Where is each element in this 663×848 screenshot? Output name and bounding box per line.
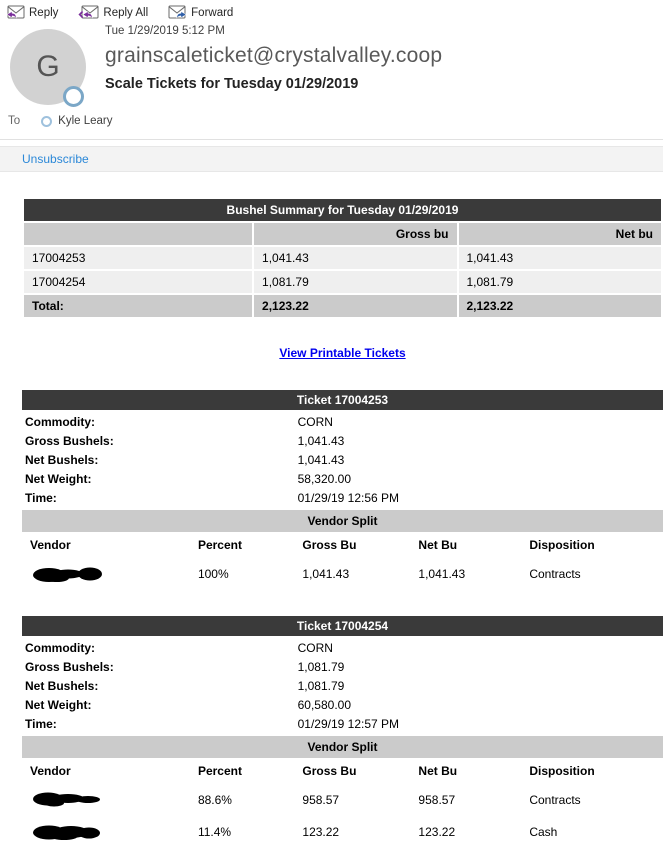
- unsubscribe-bar: [0, 146, 663, 172]
- disposition-cell: Contracts: [529, 566, 581, 581]
- detail-label: Gross Bushels:: [25, 659, 114, 674]
- reply-all-button[interactable]: [78, 5, 148, 21]
- message-header: [0, 24, 663, 105]
- percent-cell: 88.6%: [197, 792, 232, 807]
- sender-avatar[interactable]: [10, 29, 86, 105]
- vendor-split-data-row: [22, 816, 663, 848]
- summary-total-gross: 2,123.22: [253, 294, 457, 318]
- ticket-detail-row: [22, 695, 663, 714]
- ticket-detail-row: [22, 469, 663, 488]
- summary-total-row: [23, 294, 662, 318]
- forward-icon: [168, 5, 187, 21]
- sender-presence-icon: [63, 86, 84, 107]
- forward-button-label: Forward: [191, 7, 234, 19]
- ticket-detail-row: [22, 714, 663, 733]
- vendor-split-title-bar: Vendor Split: [22, 510, 663, 532]
- split-column-header: Vendor: [30, 537, 71, 552]
- summary-ticket-number: 17004253: [23, 246, 253, 270]
- message-subject: Scale Tickets for Tuesday 01/29/2019: [105, 76, 359, 92]
- ticket-detail-row: [22, 676, 663, 695]
- split-column-header: Disposition: [529, 537, 595, 552]
- redacted-vendor-scribble: [30, 565, 190, 584]
- net-bu-cell: 123.22: [418, 824, 456, 839]
- summary-net-value: 1,081.79: [458, 270, 663, 294]
- summary-total-net: 2,123.22: [458, 294, 663, 318]
- detail-value: CORN: [297, 414, 333, 429]
- gross-bu-cell: 958.57: [302, 792, 340, 807]
- detail-value: 01/29/19 12:57 PM: [297, 716, 400, 731]
- ticket-title-bar: Ticket 17004253: [22, 390, 663, 410]
- ticket-details: [22, 636, 663, 735]
- split-column-header: Net Bu: [418, 763, 458, 778]
- summary-data-row: [23, 246, 662, 270]
- vendor-split-header-row: [22, 532, 663, 558]
- net-bu-cell: 958.57: [418, 792, 456, 807]
- detail-label: Net Bushels:: [25, 678, 99, 693]
- disposition-cell: Contracts: [529, 792, 581, 807]
- summary-title: Bushel Summary for Tuesday 01/29/2019: [23, 198, 662, 222]
- gross-bu-cell: 1,041.43: [302, 566, 350, 581]
- response-toolbar: [0, 0, 663, 24]
- detail-value: 58,320.00: [297, 471, 352, 486]
- reply-icon: [6, 5, 25, 21]
- detail-label: Commodity:: [25, 640, 95, 655]
- split-column-header: Net Bu: [418, 537, 458, 552]
- header-divider: [0, 139, 663, 140]
- email-body: [0, 197, 663, 848]
- detail-label: Commodity:: [25, 414, 95, 429]
- split-column-header: Vendor: [30, 763, 71, 778]
- recipient-name[interactable]: Kyle Leary: [58, 115, 113, 127]
- detail-label: Gross Bushels:: [25, 433, 114, 448]
- detail-label: Time:: [25, 716, 57, 731]
- summary-gross-value: 1,041.43: [253, 246, 457, 270]
- detail-label: Net Weight:: [25, 471, 92, 486]
- summary-header-blank: [23, 222, 253, 246]
- vendor-split-title-bar: Vendor Split: [22, 736, 663, 758]
- to-label: To: [8, 115, 21, 127]
- reply-all-button-label: Reply All: [103, 7, 149, 19]
- view-printable-tickets-link[interactable]: View Printable Tickets: [279, 346, 406, 360]
- redacted-vendor-scribble: [30, 823, 190, 842]
- split-column-header: Gross Bu: [302, 537, 357, 552]
- vendor-cell: [22, 823, 190, 842]
- reply-button-label: Reply: [29, 7, 59, 19]
- ticket-section: [22, 390, 663, 590]
- sender-address[interactable]: grainscaleticket@crystalvalley.coop: [105, 44, 443, 67]
- percent-cell: 100%: [197, 566, 229, 581]
- detail-value: 1,081.79: [297, 678, 345, 693]
- detail-label: Net Bushels:: [25, 452, 99, 467]
- detail-value: 01/29/19 12:56 PM: [297, 490, 400, 505]
- summary-header-net-bu: Net bu: [458, 222, 663, 246]
- ticket-section: [22, 616, 663, 848]
- detail-label: Net Weight:: [25, 697, 92, 712]
- summary-net-value: 1,041.43: [458, 246, 663, 270]
- summary-title-row: [23, 198, 662, 222]
- summary-gross-value: 1,081.79: [253, 270, 457, 294]
- summary-header-gross-bu: Gross bu: [253, 222, 457, 246]
- ticket-sections: [22, 390, 663, 848]
- ticket-detail-row: [22, 657, 663, 676]
- vendor-split-data-row: [22, 558, 663, 590]
- net-bu-cell: 1,041.43: [418, 566, 466, 581]
- split-column-header: Percent: [197, 537, 242, 552]
- ticket-detail-row: [22, 488, 663, 507]
- reply-all-icon: [78, 5, 99, 21]
- gross-bu-cell: 123.22: [302, 824, 340, 839]
- detail-value: CORN: [297, 640, 333, 655]
- split-column-header: Gross Bu: [302, 763, 357, 778]
- summary-header-row: [23, 222, 662, 246]
- summary-total-label: Total:: [23, 294, 253, 318]
- ticket-detail-row: [22, 431, 663, 450]
- ticket-details: [22, 410, 663, 509]
- recipient-row: [8, 114, 663, 128]
- vendor-split-header-row: [22, 758, 663, 784]
- ticket-title-bar: Ticket 17004254: [22, 616, 663, 636]
- message-meta: [105, 24, 442, 105]
- vendor-cell: [22, 791, 190, 810]
- redacted-vendor-scribble: [30, 791, 190, 810]
- vendor-split-data-row: [22, 784, 663, 816]
- vendor-cell: [22, 565, 190, 584]
- detail-value: 1,081.79: [297, 659, 345, 674]
- forward-button[interactable]: [168, 5, 233, 21]
- recipient-presence-icon: [41, 116, 52, 127]
- split-column-header: Percent: [197, 763, 242, 778]
- unsubscribe-link[interactable]: Unsubscribe: [22, 152, 89, 166]
- detail-value: 60,580.00: [297, 697, 352, 712]
- bushel-summary-table: [22, 197, 663, 319]
- summary-ticket-number: 17004254: [23, 270, 253, 294]
- detail-label: Time:: [25, 490, 57, 505]
- message-timestamp: Tue 1/29/2019 5:12 PM: [105, 25, 225, 37]
- reply-button[interactable]: [6, 5, 58, 21]
- detail-value: 1,041.43: [297, 452, 345, 467]
- ticket-detail-row: [22, 450, 663, 469]
- avatar-initial: G: [36, 50, 60, 83]
- printable-tickets-row: [22, 346, 663, 360]
- split-column-header: Disposition: [529, 763, 595, 778]
- summary-data-row: [23, 270, 662, 294]
- percent-cell: 11.4%: [197, 824, 232, 839]
- ticket-detail-row: [22, 412, 663, 431]
- detail-value: 1,041.43: [297, 433, 345, 448]
- ticket-detail-row: [22, 638, 663, 657]
- disposition-cell: Cash: [529, 824, 558, 839]
